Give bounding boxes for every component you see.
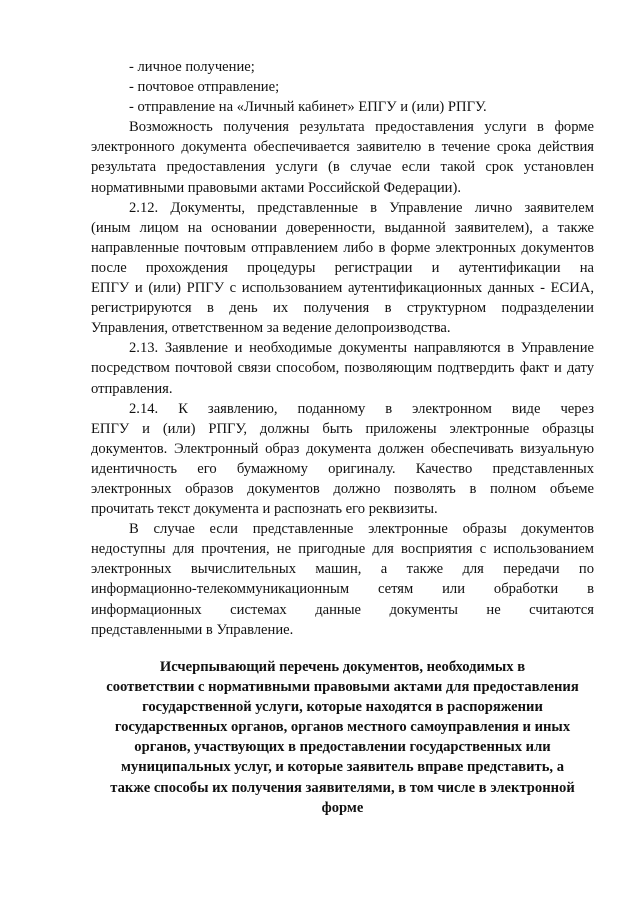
- heading-line: государственной услуги, которые находятся в распоряжении: [142, 699, 543, 716]
- paragraph-line: 2.14. К заявлению, поданному в электронном виде через: [129, 400, 594, 417]
- list-item-personal: - личное получение;: [129, 59, 255, 75]
- paragraph-line: электронных образов документов должно позволять в полном объеме: [91, 480, 594, 497]
- paragraph-line: недоступны для прочтения, не пригодные для восприятия с использованием: [91, 541, 594, 558]
- paragraph-line: идентичность его бумажному оригиналу. Качество представленных: [91, 460, 594, 477]
- clause-2-14: [91, 399, 594, 520]
- section-heading: [91, 657, 594, 818]
- result-electronic-paragraph: [91, 117, 594, 197]
- paragraph-line: представленными в Управление.: [91, 621, 294, 638]
- heading-line: государственных органов, органов местного самоуправления и иных: [114, 719, 571, 736]
- clause-2-13: [91, 338, 594, 398]
- list-item-cabinet: - отправление на «Личный кабинет» ЕПГУ и (или) РПГУ.: [129, 99, 487, 116]
- paragraph-line: направленные почтовым отправлением либо в форме электронных документов: [91, 239, 594, 256]
- heading-line: также способы их получения заявителями, в том числе в электронной: [110, 779, 575, 796]
- paragraph-line: В случае если представленные электронные образы документов: [129, 521, 594, 538]
- paragraph-line: Управления, ответственном за ведение делопроизводства.: [91, 320, 451, 337]
- list-item-mail: - почтовое отправление;: [129, 79, 280, 96]
- heading-line: органов, участвующих в предоставлении государственных или: [134, 739, 551, 756]
- paragraph-line: 2.13. Заявление и необходимые документы направляются в Управление: [129, 340, 594, 357]
- heading-line: соответствии с нормативными правовыми актами для предоставления: [106, 679, 579, 696]
- paragraph-line: нормативными правовыми актами Российской Федерации).: [91, 179, 461, 196]
- clause-2-12: [91, 198, 594, 339]
- paragraph-line: 2.12. Документы, представленные в Управление лично заявителем: [129, 199, 594, 216]
- paragraph-line: ЕПГУ и (или) РПГУ с использованием аутентификационных данных - ЕСИА,: [91, 280, 594, 297]
- document-body: [91, 57, 594, 640]
- heading-line: муниципальных услуг, и которые заявитель вправе представить, а: [120, 759, 565, 776]
- heading-line: Исчерпывающий перечень документов, необходимых в: [159, 659, 526, 675]
- paragraph-line: регистрируются в день их получения в структурном подразделении: [91, 300, 594, 317]
- paragraph-line: посредством почтовой связи способом, позволяющим подтвердить факт и дату: [91, 360, 594, 377]
- paragraph-line: прочитать текст документа и распознать его реквизиты.: [91, 501, 438, 518]
- paragraph-line: документов. Электронный образ документа должен обеспечивать визуальную: [91, 440, 594, 457]
- paragraph-line: Возможность получения результата предоставления услуги в форме: [129, 119, 594, 136]
- paragraph-line: отправления.: [91, 380, 173, 397]
- paragraph-line: электронного документа обеспечивается заявителю в течение срока действия: [91, 139, 594, 156]
- paragraph-line: информационных системах данные документы не считаются: [91, 601, 594, 618]
- unreadable-documents-paragraph: [91, 519, 594, 640]
- paragraph-line: ЕПГУ и (или) РПГУ, должны быть приложены электронные образцы: [91, 420, 594, 437]
- paragraph-line: электронных вычислительных машин, а также для передачи по: [91, 561, 594, 578]
- paragraph-line: информационно-телекоммуникационным сетям или обработки в: [91, 581, 594, 598]
- heading-line: форме: [321, 799, 364, 816]
- paragraph-line: (иным лицом на основании доверенности, выданной заявителем), а также: [91, 219, 594, 236]
- paragraph-line: после прохождения процедуры регистрации и аутентификации на: [91, 259, 594, 276]
- paragraph-line: результата предоставления услуги (в случае если такой срок установлен: [91, 159, 594, 176]
